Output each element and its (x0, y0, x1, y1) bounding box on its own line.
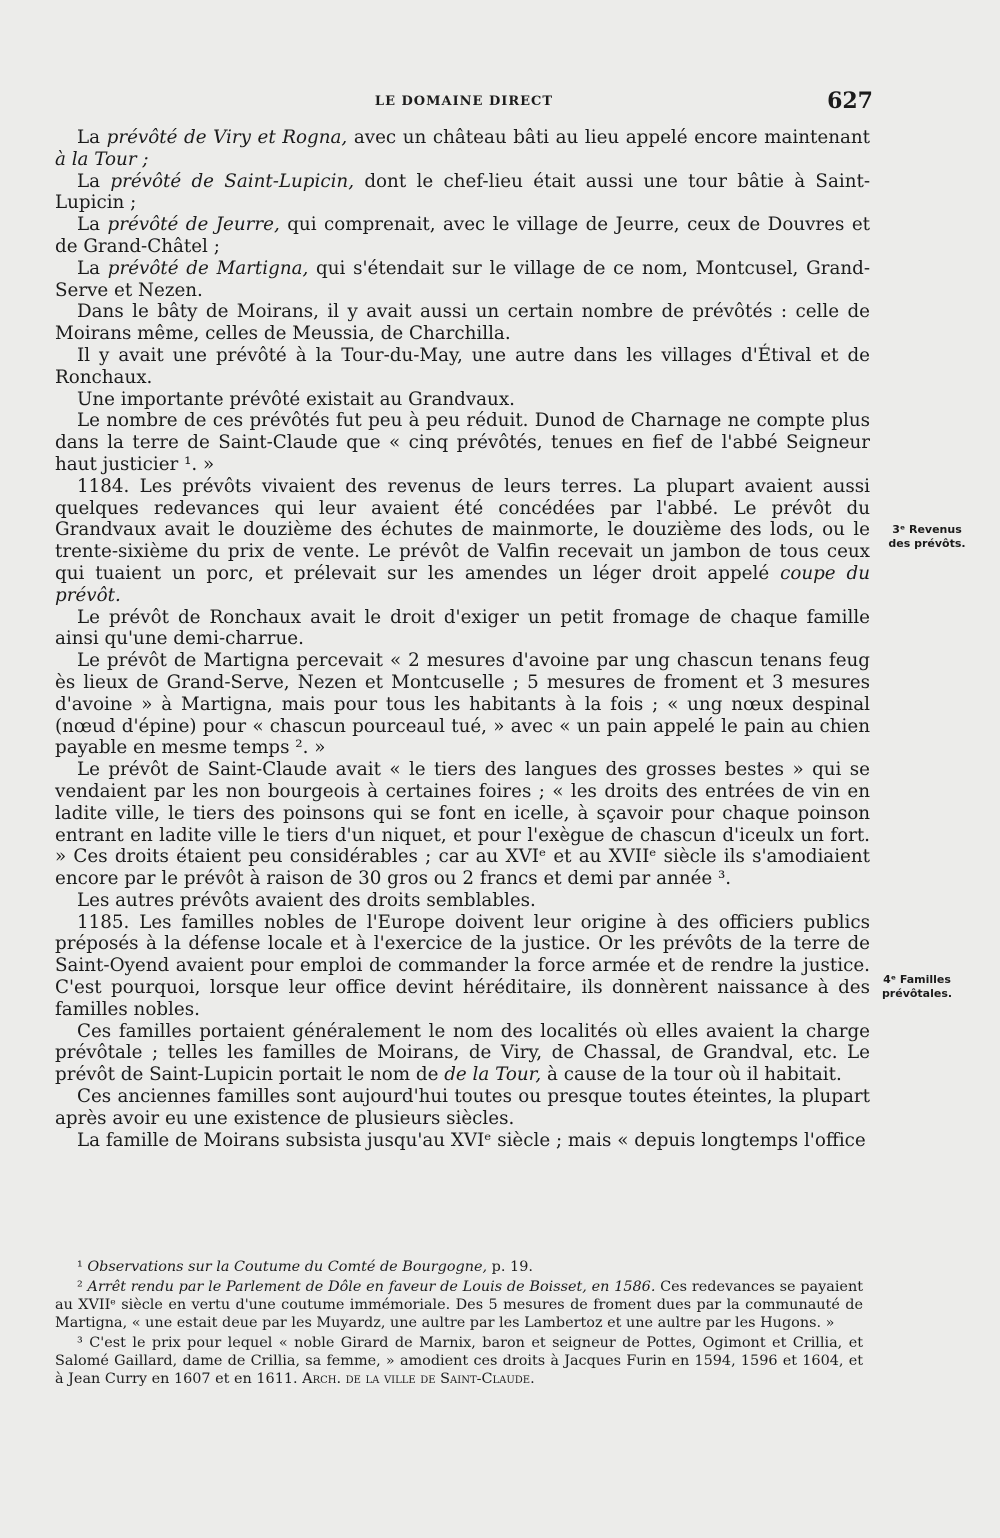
footnote-source: Arch. de la ville de Saint-Claude. (302, 1371, 535, 1387)
footnote-title: Arrêt rendu par le Parlement de Dôle en faveur de Louis de Boisset, en 1586. (87, 1279, 656, 1295)
margin-note-line: 3ᵉ Revenus (892, 523, 962, 536)
paragraph-text: Une importante prévôté existait au Grandvaux. (77, 388, 515, 410)
paragraph-text: Le prévôt de Martigna percevait « 2 mesures d'avoine par ung chascun tenans feug ès lieux de Grand-Serve, Nezen et Montcuselle ; 5 mesures de froment et 3 mesures d'avoine » à Martigna, mais pour tous les habitants à la fois ; « ung nœux despinal (nœud d'épine) pour « chascun pourceaul tué, » avec « un pain appelé le pain au chien payable en mesme temps ². » (55, 650, 870, 759)
paragraph (55, 1021, 870, 1086)
italic-text: de la Tour, (444, 1064, 542, 1086)
paragraph-text: à cause de la tour où il habitait. (541, 1064, 842, 1086)
italic-text: prévôté de Jeurre, (107, 214, 280, 236)
italic-text: prévôté de Martigna, (107, 257, 309, 279)
margin-note-revenus (882, 523, 972, 551)
paragraph (55, 345, 870, 389)
paragraph (55, 607, 870, 651)
running-head: LE DOMAINE DIRECT (374, 94, 554, 109)
paragraph-text: Ces anciennes familles sont aujourd'hui toutes ou presque toutes éteintes, la plupart après avoir eu une existence de plusieurs siècles. (55, 1086, 870, 1129)
paragraph-text: La (77, 170, 111, 192)
paragraph-text: dont le chef-lieu était aussi une tour bâtie à Saint-Lupicin ; (55, 170, 871, 214)
paragraph-text: 1185. Les familles nobles de l'Europe doivent leur origine à des officiers publics préposés à la défense locale et à l'exercice de la justice. Or les prévôts de la terre de Saint-Oyend avaient pour emploi de commander la force armée et de rendre la justice. C'est pourquoi, lorsque leur office devint héréditaire, ils donnèrent naissance à des familles nobles. (55, 911, 870, 1020)
paragraph (55, 127, 870, 171)
footnote (55, 1334, 863, 1388)
paragraph-text: Le nombre de ces prévôtés fut peu à peu réduit. Dunod de Charnage ne compte plus dans la terre de Saint-Claude que « cinq prévôtés, tenues en fief de l'abbé Seigneur haut justicier ¹. » (55, 410, 870, 475)
footnote-text: C'est le prix pour lequel « noble Girard de Marnix, baron et seigneur de Pottes, Ogimont et Crillia, et Salomé Gaillard, dame de Crillia, sa femme, » amodient ces droits à Jacques Furin en 1594, 1596 et 1604, et à Jean Curry en 1607 et en 1611. (55, 1335, 864, 1387)
italic-text: coupe du prévôt. (55, 562, 871, 606)
paragraph (55, 301, 870, 345)
margin-note-familles (872, 973, 962, 1001)
footnote-text: Ces redevances se payaient au XVIIᵉ siècle en vertu d'une coutume immémoriale. Des 5 mesures de froment dues par la communauté de Martigna, « une estait deue par les Muyardz, une aultre par les Lambertoz et une aultre par les Hugons. » (55, 1279, 863, 1331)
paragraph-text: Les autres prévôts avaient des droits semblables. (77, 889, 536, 911)
footnote (55, 1258, 863, 1276)
paragraph (55, 912, 870, 1021)
paragraph (55, 759, 870, 890)
paragraph-text: qui comprenait, avec le village de Jeurre, ceux de Douvres et de Grand-Châtel ; (55, 214, 870, 257)
footnote-mark: ¹ (77, 1259, 88, 1275)
paragraph-text: qui s'étendait sur le village de ce nom, Montcusel, Grand-Serve et Nezen. (55, 257, 871, 301)
paragraph-text: La (77, 257, 108, 279)
paragraph (55, 1130, 870, 1152)
page-number: 627 (827, 88, 873, 114)
paragraph (55, 1086, 870, 1130)
footnote-title: Observations sur la Coutume du Comté de Bourgogne, (87, 1259, 488, 1275)
italic-text: prévôté de Saint-Lupicin, (110, 170, 355, 192)
paragraph-text: Le prévôt de Saint-Claude avait « le tiers des langues des grosses bestes » qui se vendaient par les non bourgeois à certaines foires ; « les droits des entrées de vin en ladite ville, le tiers des poinsons qui se font en icelle, à sçavoir pour chaque poinson entrant en ladite ville le tiers d'un niquet, et pour l'exègue de chascun d'iceulx un fort. » Ces droits étaient peu considérables ; car au XVIᵉ et au XVIIᵉ siècle ils s'amodiaient encore par le prévôt à raison de 30 gros ou 2 francs et demi par année ³. (55, 759, 870, 890)
margin-note-line: des prévôts. (888, 537, 966, 550)
footnote-mark: ² (77, 1279, 88, 1295)
page-header (55, 88, 873, 118)
paragraph-text: La (77, 214, 108, 236)
paragraph-text: Le prévôt de Ronchaux avait le droit d'exiger un petit fromage de chaque famille ainsi qu'une demi-charrue. (55, 606, 870, 650)
paragraph-text: Dans le bâty de Moirans, il y avait aussi un certain nombre de prévôtés : celle de Moirans même, celles de Meussia, de Charchilla. (55, 301, 870, 345)
paragraph (55, 258, 870, 302)
paragraph (55, 476, 870, 607)
italic-text: à la Tour ; (55, 148, 149, 170)
paragraph-text: Il y avait une prévôté à la Tour-du-May, une autre dans les villages d'Étival et de Ronchaux. (55, 344, 870, 388)
footnote (55, 1278, 863, 1332)
paragraph-text: avec un château bâti au lieu appelé encore maintenant (347, 127, 870, 148)
paragraph (55, 214, 870, 258)
footnote-mark: ³ (77, 1335, 90, 1351)
margin-note-line: prévôtales. (881, 987, 953, 1000)
paragraph (55, 389, 870, 411)
margin-note-line: 4ᵉ Familles (883, 973, 951, 986)
paragraph-text: La famille de Moirans subsista jusqu'au XVIᵉ siècle ; mais « depuis longtemps l'office (77, 1129, 866, 1151)
footnotes (55, 1258, 863, 1388)
paragraph (55, 890, 870, 912)
paragraph-text: 1184. Les prévôts vivaient des revenus de leurs terres. La plupart avaient aussi quelques redevances qui leur avaient été concédées par l'abbé. Le prévôt du Grandvaux avait le douzième des échutes de mainmorte, le douzième des lods, ou le trente-sixième du prix de vente. Le prévôt de Valfin recevait un jambon de tous ceux qui tuaient un porc, et prélevait sur les amendes un léger droit appelé (55, 475, 870, 584)
body-text (55, 127, 870, 1151)
paragraph-text: La (77, 127, 107, 148)
paragraph (55, 410, 870, 475)
paragraph-text: Ces familles portaient généralement le nom des localités où elles avaient la charge prévôtale ; telles les familles de Moirans, de Viry, de Chassal, de Grandval, etc. Le prévôt de Saint-Lupicin portait le nom de (55, 1020, 870, 1086)
italic-text: prévôté de Viry et Rogna, (106, 127, 348, 148)
footnote-text: p. 19. (487, 1259, 533, 1275)
paragraph (55, 650, 870, 759)
paragraph (55, 171, 870, 215)
